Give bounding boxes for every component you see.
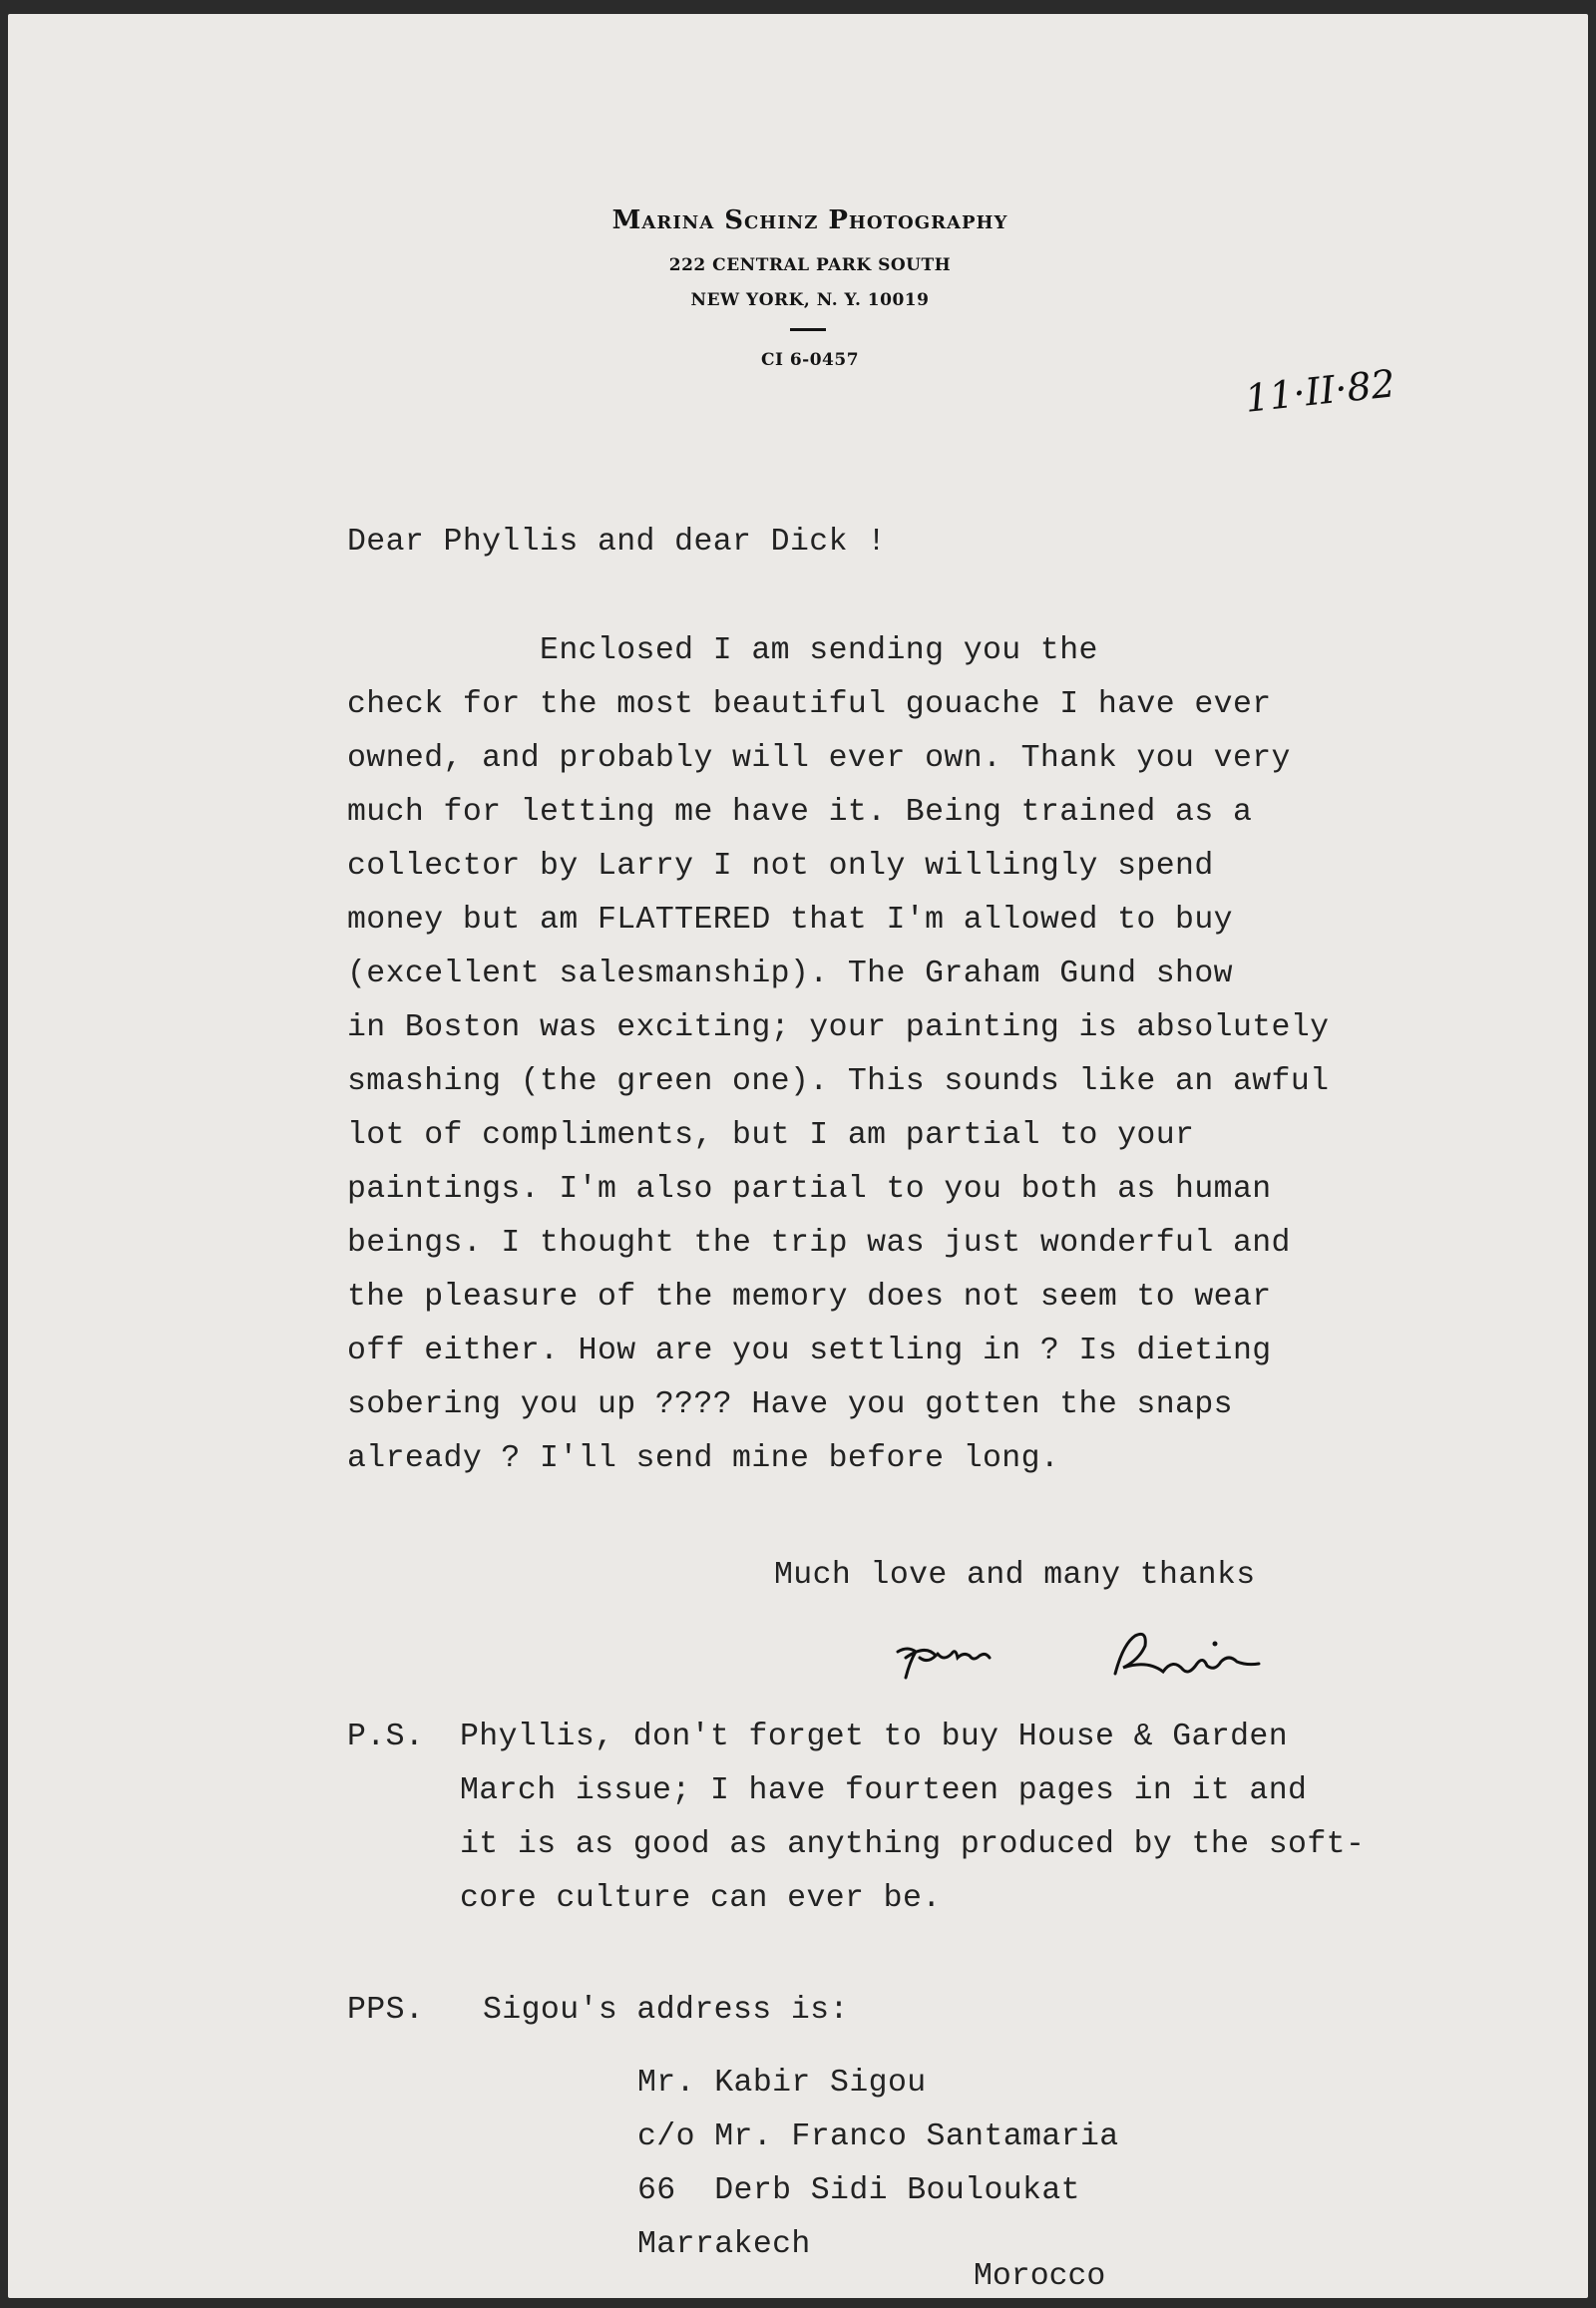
body-line: owned, and probably will ever own. Thank you very [347, 741, 1291, 776]
pps-text: Sigou's address is: [483, 1993, 849, 2028]
letterhead-name: Marina Schinz Photography [611, 205, 1008, 235]
letter-body [347, 624, 1329, 1486]
mailing-address [637, 2057, 1119, 2272]
letter-page [8, 14, 1588, 2298]
body-line: much for letting me have it. Being trained as a [347, 795, 1253, 830]
ps-line: core culture can ever be. [460, 1881, 942, 1916]
body-line: the pleasure of the memory does not seem to wear [347, 1280, 1272, 1315]
ps-line: Phyllis, don't forget to buy House & Garden [460, 1720, 1289, 1754]
letterhead-divider [790, 328, 826, 331]
ps-label: P.S. [347, 1720, 425, 1754]
body-line: smashing (the green one). This sounds like an awful [347, 1064, 1330, 1099]
address-country: Morocco [974, 2259, 1106, 2294]
body-line: paintings. I'm also partial to you both as human [347, 1172, 1272, 1207]
postscript-body [460, 1711, 1365, 1926]
body-line: (excellent salesmanship). The Graham Gund show [347, 957, 1233, 991]
address-line: Marrakech [637, 2227, 811, 2262]
closing: Much love and many thanks [774, 1558, 1256, 1593]
letterhead-phone: CI 6-0457 [760, 350, 860, 370]
letterhead-address-line1: 222 CENTRAL PARK SOUTH [668, 255, 952, 275]
body-line: check for the most beautiful gouache I have ever [347, 687, 1272, 722]
address-line: c/o Mr. Franco Santamaria [637, 2119, 1119, 2154]
address-line: Mr. Kabir Sigou [637, 2066, 927, 2101]
body-line: money but am FLATTERED that I'm allowed to buy [347, 903, 1233, 938]
body-line: Enclosed I am sending you the [347, 633, 1098, 668]
body-line: collector by Larry I not only willingly spend [347, 849, 1214, 884]
pps-label: PPS. [347, 1993, 425, 2028]
body-line: sobering you up ???? Have you gotten the snaps [347, 1387, 1233, 1422]
body-line: beings. I thought the trip was just wonderful and [347, 1226, 1291, 1261]
letterhead-address-line2: NEW YORK, N. Y. 10019 [690, 290, 930, 310]
handwritten-date: 11·II·82 [1243, 361, 1397, 421]
ps-line: March issue; I have fourteen pages in it and [460, 1773, 1308, 1808]
address-line: 66 Derb Sidi Bouloukat [637, 2173, 1080, 2208]
body-line: off either. How are you settling in ? Is dieting [347, 1334, 1272, 1368]
body-line: lot of compliments, but I am partial to your [347, 1118, 1195, 1153]
salutation: Dear Phyllis and dear Dick ! [347, 525, 887, 560]
ps-line: it is as good as anything produced by the soft- [460, 1827, 1366, 1862]
handwritten-signature [886, 1618, 1345, 1698]
body-line: already ? I'll send mine before long. [347, 1441, 1060, 1476]
body-line: in Boston was exciting; your painting is absolutely [347, 1010, 1330, 1045]
